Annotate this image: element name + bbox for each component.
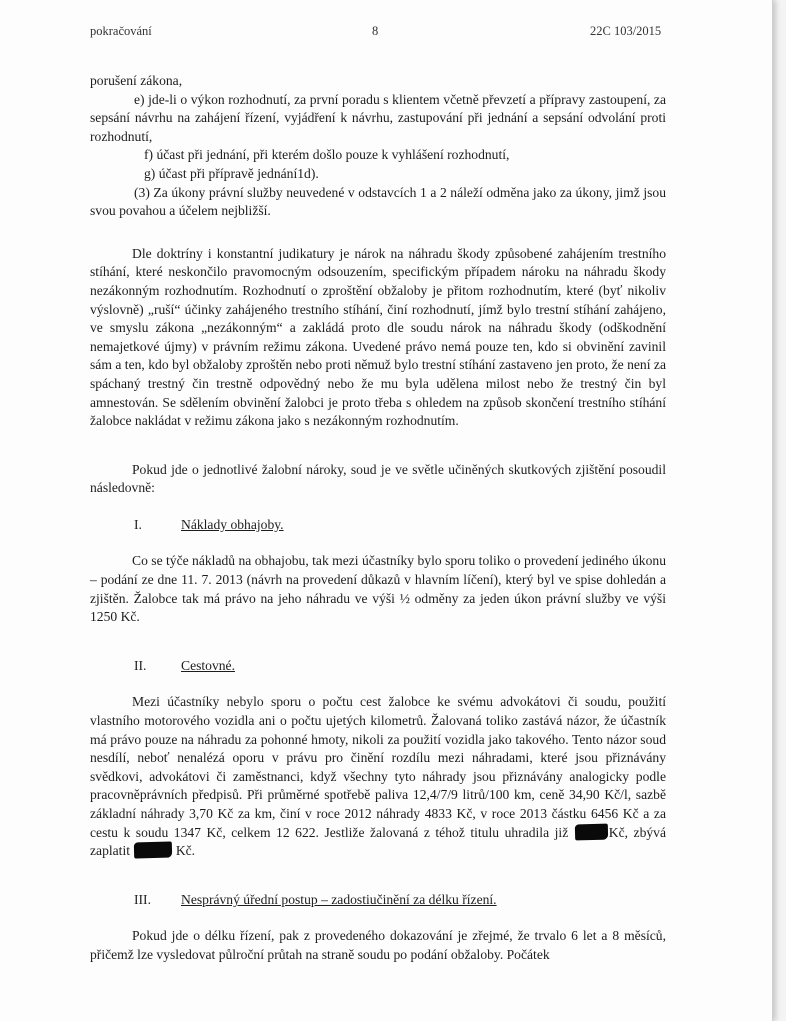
- section-heading-3: [90, 891, 666, 910]
- text-segment: Kč.: [175, 843, 196, 859]
- document-body: [90, 72, 666, 965]
- paragraph-travel-costs: [90, 693, 666, 860]
- list-item-e: e) jde-li o výkon rozhodnutí, za první poradu s klientem včetně převzetí a přípravy zastoupení, za sepsání návrhu na zahájení řízení, vyjádření k návrhu, zastupování při jednání a sepsání odvolání proti rozhodnutí,: [90, 91, 666, 144]
- case-number: 22C 103/2015: [590, 24, 662, 38]
- paragraph-claims: Pokud jde o jednotlivé žalobní nároky, soud je ve světle učiněných skutkových zjištění posoudil následovně:: [90, 461, 666, 496]
- list-item-g: g) účast při přípravě jednání1d).: [144, 165, 319, 181]
- text-segment: Kč, zbývá zaplatit: [90, 824, 666, 859]
- page-number: 8: [372, 24, 379, 38]
- redaction-mark: [134, 842, 172, 859]
- paragraph-3: (3) Za úkony právní služby neuvedené v odstavcích 1 a 2 náleží odměna jako za úkony, jimž jsou svou povahou a účelem nejbližší.: [90, 184, 666, 219]
- section-title: Cestovné.: [181, 657, 235, 673]
- section-number: I.: [134, 516, 142, 532]
- section-title: Náklady obhajoby.: [181, 516, 284, 532]
- list-item-f: f) účast při jednání, při kterém došlo pouze k vyhlášení rozhodnutí,: [144, 147, 510, 163]
- section-heading-2: [90, 657, 666, 676]
- text-segment: Mezi účastníky nebylo sporu o počtu cest žalobce ke svému advokátovi či soudu, použití vlastního motorového vozidla ani o počtu ujetých kilometrů. Žalovaná toliko zastává názor, že účastník má právo pouze na náhradu za pohonné hmoty, nikoli za použití vozidla jako takového. Tento názor soud nesdílí, neboť nenalézá oporu v právu pro činění rozdílu mezi náhradami, které jsou přiznávány svědkovi, advokátovi či zaměstnanci, když všechny tyto náhrady jsou přiznávány analogicky podle pracovněprávních předpisů. Při průměrné spotřebě paliva 12,4/7/9 litrů/100 km, ceně 34,90 Kč/l, sazbě základní náhrady 3,70 Kč za km, činí v roce 2012 náhrady 4833 Kč, v roce 2013 částku 6456 Kč a za cestu k soudu 1347 Kč, celkem 12 622. Jestliže žalovaná z téhož titulu uhradila již: [90, 694, 666, 840]
- paragraph-defense-costs: Co se týče nákladů na obhajobu, tak mezi účastníky bylo sporu toliko o provedení jediného úkonu – podání ze dne 11. 7. 2013 (návrh na provedení důkazů v hlavním líčení), který byl ve spise dohledán a zjištěn. Žalobce tak má právo na jeho náhradu ve výši ½ odměny za jeden úkon právní služby ve výši 1250 Kč.: [90, 553, 666, 625]
- paragraph-length-of-proceedings: Pokud jde o délku řízení, pak z provedeného dokazování je zřejmé, že trvalo 6 let a 8 měsíců, přičemž lze vysledovat půlroční průtah na straně soudu po podání obžaloby. Počátek: [90, 928, 666, 962]
- section-number: III.: [134, 891, 151, 907]
- header-continuation: pokračování: [90, 24, 152, 38]
- paragraph: porušení zákona,: [90, 73, 183, 88]
- paragraph-doctrine: Dle doktríny i konstantní judikatury je nárok na náhradu škody způsobené zahájením trestního stíhání, které neskončilo pravomocným odsouzením, specifickým případem nároku na náhradu škody nezákonným rozhodnutím. Rozhodnutí o zproštění obžaloby je přitom rozhodnutím, které (byť nikoliv výslovně) „ruší“ účinky zahájeného trestního stíhání, činí rozhodnutí, jímž bylo trestní stíhání zahájeno, ve smyslu zákona „nezákonným“ a zakládá proto dle soudu nárok na náhradu škody (odškodnění nemajetkové újmy) v právním režimu zákona. Uvedené právo nemá pouze ten, kdo si obvinění zavinil sám a ten, kdo byl obžaloby zproštěn nebo proti němuž bylo trestní stíhání zastaveno jen proto, že není za spáchaný trestný čin trestně odpovědný nebo že mu byla udělena milost nebo že trestný čin byl amnestován. Se sdělením obvinění žalobci je proto třeba s ohledem na způsob skončení trestního stíhání žalobce nakládat v režimu zákona jako s nezákonným rozhodnutím.: [90, 245, 666, 429]
- redaction-mark: [575, 823, 608, 840]
- section-title: Nesprávný úřední postup – zadostiučinění za délku řízení.: [181, 891, 497, 907]
- section-number: II.: [134, 657, 147, 673]
- section-heading-1: [90, 516, 666, 535]
